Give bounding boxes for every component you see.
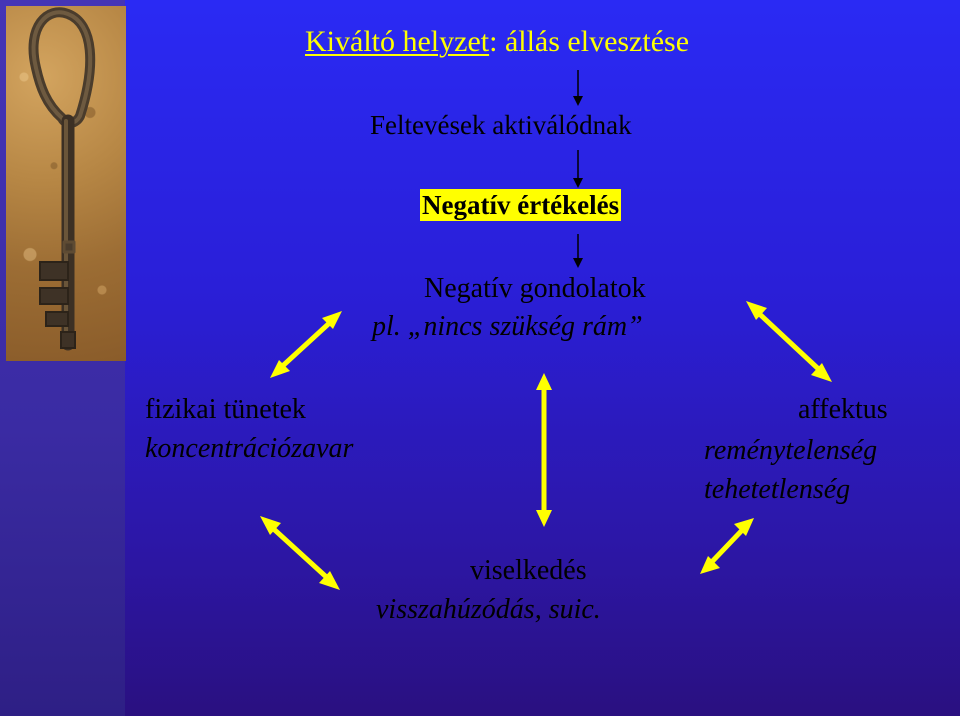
node-affect-item-1: reménytelenség [704, 435, 878, 466]
step-negative-evaluation [420, 192, 621, 219]
double-arrow-lower-right [700, 518, 754, 574]
double-arrow-vertical [536, 373, 552, 527]
node-physical-heading: fizikai tünetek [145, 394, 306, 425]
double-arrow-upper-right [746, 301, 832, 382]
down-arrow-3 [573, 234, 583, 268]
down-arrow-1 [573, 70, 583, 106]
node-physical-item: koncentrációzavar [145, 433, 354, 464]
node-behavior-heading: viselkedés [470, 555, 587, 586]
title-trigger: Kiváltó helyzet [305, 25, 490, 58]
double-arrow-lower-left [260, 516, 340, 590]
node-affect-heading: affektus [798, 394, 888, 425]
down-arrow-2 [573, 150, 583, 188]
step-negative-thoughts: Negatív gondolatok [424, 273, 646, 304]
node-behavior-item: visszahúzódás, suic. [376, 594, 601, 625]
double-arrow-upper-left [270, 311, 342, 378]
example-thought: pl. „nincs szükség rám” [372, 311, 643, 342]
node-affect-item-2: tehetetlenség [704, 474, 851, 505]
step-assumptions: Feltevések aktiválódnak [370, 110, 632, 140]
highlight-negative-evaluation: Negatív értékelés [422, 190, 620, 220]
title-situation: : állás elvesztése [489, 25, 690, 58]
